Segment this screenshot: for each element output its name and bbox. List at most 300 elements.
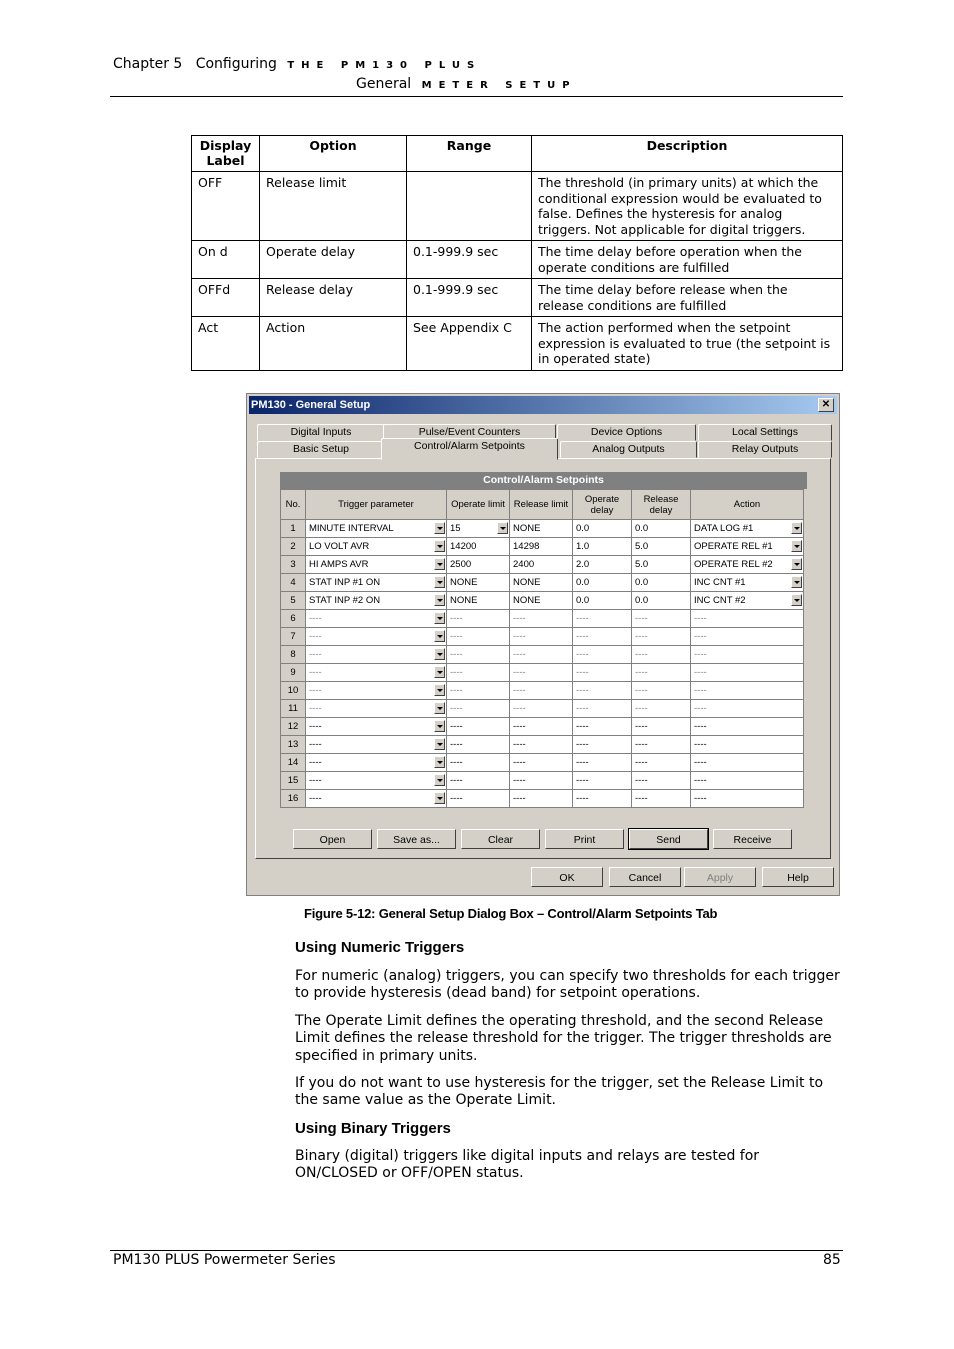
row-number (281, 592, 306, 610)
action-cell-text: OPERATE REL #2 (694, 559, 773, 570)
row-number-text: 3 (290, 559, 296, 570)
chevron-down-icon[interactable] (791, 522, 802, 534)
operate-delay-cell-text: ---- (576, 757, 589, 768)
operate-delay-cell[interactable] (573, 628, 632, 646)
operate-limit-cell[interactable] (447, 646, 510, 664)
trigger-parameter-cell[interactable] (306, 664, 447, 682)
release-limit-cell[interactable] (510, 538, 573, 556)
trigger-parameter-cell[interactable] (306, 610, 447, 628)
release-limit-cell[interactable] (510, 646, 573, 664)
release-delay-cell[interactable] (632, 592, 691, 610)
action-cell-text: OPERATE REL #1 (694, 541, 773, 552)
row-number (281, 538, 306, 556)
options-cell: Release limit (260, 172, 407, 241)
row-number-text: 14 (287, 757, 299, 768)
options-cell: OFFd (192, 279, 260, 317)
paragraph: The Operate Limit defines the operating threshold, and the second Release Limit defines the release threshold for the trigger. The trigger thresholds are specified in primary units. (295, 1013, 832, 1064)
options-cell: 0.1-999.9 sec (407, 241, 532, 279)
row-number (281, 772, 306, 790)
release-limit-cell[interactable] (510, 682, 573, 700)
action-cell[interactable] (691, 538, 804, 556)
operate-limit-cell[interactable] (447, 718, 510, 736)
operate-delay-cell-text: ---- (576, 793, 589, 804)
chevron-down-icon[interactable] (434, 702, 445, 714)
release-limit-cell[interactable] (510, 772, 573, 790)
col-header: Range (407, 136, 532, 172)
options-cell: The time delay before operation when the operate conditions are fulfilled (532, 241, 843, 279)
table-row (281, 772, 804, 790)
operate-delay-cell-text: ---- (576, 775, 589, 786)
table-row (281, 700, 804, 718)
send-button[interactable]: Send (629, 829, 708, 849)
grid-column-header: Operate delay (573, 490, 632, 520)
release-limit-cell[interactable] (510, 718, 573, 736)
row-number-text: 2 (290, 541, 296, 552)
action-cell[interactable] (691, 682, 804, 700)
release-limit-cell-text: 14298 (513, 541, 540, 552)
row-number-text: 6 (290, 613, 296, 624)
chevron-down-icon[interactable] (791, 576, 802, 588)
trigger-parameter-cell-text: ---- (309, 775, 322, 786)
release-delay-cell[interactable] (632, 700, 691, 718)
release-delay-cell[interactable] (632, 718, 691, 736)
table-row (281, 736, 804, 754)
chevron-down-icon[interactable] (434, 576, 445, 588)
action-cell[interactable] (691, 736, 804, 754)
options-cell: Action (260, 317, 407, 371)
operate-delay-cell[interactable] (573, 646, 632, 664)
release-limit-cell-text: ---- (513, 775, 526, 786)
release-limit-cell-text: ---- (513, 703, 526, 714)
action-cell[interactable] (691, 520, 804, 538)
action-cell[interactable] (691, 754, 804, 772)
release-limit-cell[interactable] (510, 664, 573, 682)
trigger-parameter-cell-text: ---- (309, 703, 322, 714)
release-delay-cell[interactable] (632, 736, 691, 754)
release-delay-cell[interactable] (632, 664, 691, 682)
cancel-button[interactable]: Cancel (609, 867, 681, 887)
table-row (281, 538, 804, 556)
operate-limit-cell-text: 14200 (450, 541, 477, 552)
operate-limit-cell-text: ---- (450, 631, 463, 642)
operate-limit-cell-text: ---- (450, 703, 463, 714)
release-limit-cell-text: NONE (513, 595, 541, 606)
section-heading: Using Binary Triggers (295, 1120, 451, 1137)
row-number-text: 9 (290, 667, 296, 678)
trigger-parameter-cell-text: STAT INP #2 ON (309, 595, 381, 606)
tab-local-settings[interactable]: Local Settings (698, 424, 832, 441)
tab-basic-setup[interactable]: Basic Setup (257, 441, 385, 458)
options-table (191, 135, 843, 371)
operate-delay-cell[interactable] (573, 664, 632, 682)
section-label: Configuring (195, 56, 277, 72)
chevron-down-icon[interactable] (434, 666, 445, 678)
row-number-text: 16 (287, 793, 299, 804)
release-limit-cell-text: 2400 (513, 559, 535, 570)
operate-limit-cell[interactable] (447, 736, 510, 754)
trigger-parameter-cell[interactable] (306, 574, 447, 592)
trigger-parameter-cell-text: MINUTE INTERVAL (309, 523, 394, 534)
footer-rule (110, 1250, 843, 1251)
trigger-parameter-cell[interactable] (306, 520, 447, 538)
options-cell: The threshold (in primary units) at which the conditional expression would be evaluated to false. Defines the hysteresis for analog triggers. Not applicable for digital triggers. (532, 172, 843, 241)
release-limit-cell[interactable] (510, 592, 573, 610)
operate-limit-cell-text: ---- (450, 793, 463, 804)
options-cell: Operate delay (260, 241, 407, 279)
release-limit-cell-text: ---- (513, 685, 526, 696)
row-number (281, 664, 306, 682)
row-number (281, 556, 306, 574)
action-cell-text: ---- (694, 613, 707, 624)
release-delay-cell-text: 5.0 (635, 541, 649, 552)
release-limit-cell[interactable] (510, 556, 573, 574)
chevron-down-icon[interactable] (434, 756, 445, 768)
row-number-text: 5 (290, 595, 296, 606)
chevron-down-icon[interactable] (497, 522, 508, 534)
operate-limit-cell[interactable] (447, 754, 510, 772)
trigger-parameter-cell[interactable] (306, 592, 447, 610)
help-button[interactable]: Help (762, 867, 834, 887)
release-delay-cell-text: ---- (635, 667, 648, 678)
release-limit-cell-text: ---- (513, 649, 526, 660)
operate-delay-cell[interactable] (573, 754, 632, 772)
action-cell-text: DATA LOG #1 (694, 523, 754, 534)
action-cell-text: ---- (694, 667, 707, 678)
release-delay-cell-text: ---- (635, 703, 648, 714)
chevron-down-icon[interactable] (791, 558, 802, 570)
trigger-parameter-cell[interactable] (306, 700, 447, 718)
options-row (192, 317, 843, 371)
action-cell-text: ---- (694, 757, 707, 768)
sub-label: General (356, 76, 412, 92)
action-cell-text: INC CNT #2 (694, 595, 746, 606)
operate-delay-cell[interactable] (573, 520, 632, 538)
release-delay-cell-text: ---- (635, 649, 648, 660)
release-delay-cell-text: ---- (635, 685, 648, 696)
general-setup-dialog (246, 393, 840, 896)
chevron-down-icon[interactable] (434, 540, 445, 552)
release-delay-cell-text: 0.0 (635, 577, 649, 588)
table-row (281, 754, 804, 772)
action-cell[interactable] (691, 646, 804, 664)
tab-pulse-event-counters[interactable]: Pulse/Event Counters (383, 424, 556, 441)
open-button[interactable]: Open (293, 829, 372, 849)
trigger-parameter-cell[interactable] (306, 646, 447, 664)
options-row (192, 241, 843, 279)
trigger-parameter-cell-text: ---- (309, 685, 322, 696)
operate-limit-cell-text: ---- (450, 739, 463, 750)
release-limit-cell[interactable] (510, 610, 573, 628)
release-delay-cell-text: ---- (635, 757, 648, 768)
release-limit-cell[interactable] (510, 736, 573, 754)
chevron-down-icon[interactable] (434, 630, 445, 642)
operate-limit-cell-text: 2500 (450, 559, 472, 570)
row-number (281, 682, 306, 700)
operate-delay-cell-text: 2.0 (576, 559, 590, 570)
operate-delay-cell[interactable] (573, 574, 632, 592)
print-button[interactable]: Print (545, 829, 624, 849)
operate-limit-cell-text: NONE (450, 595, 478, 606)
operate-delay-cell[interactable] (573, 736, 632, 754)
action-cell[interactable] (691, 700, 804, 718)
operate-delay-cell-text: ---- (576, 649, 589, 660)
chevron-down-icon[interactable] (434, 594, 445, 606)
action-cell-text: ---- (694, 793, 707, 804)
action-cell[interactable] (691, 574, 804, 592)
release-delay-cell[interactable] (632, 556, 691, 574)
chevron-down-icon[interactable] (791, 594, 802, 606)
options-cell: On d (192, 241, 260, 279)
grid-column-header: Release limit (510, 490, 573, 520)
action-cell[interactable] (691, 790, 804, 808)
grid-column-header: No. (281, 490, 306, 520)
action-cell-text: ---- (694, 703, 707, 714)
operate-delay-cell[interactable] (573, 592, 632, 610)
trigger-parameter-cell-text: ---- (309, 649, 322, 660)
release-limit-cell-text: ---- (513, 757, 526, 768)
operate-limit-cell-text: ---- (450, 685, 463, 696)
trigger-parameter-cell[interactable] (306, 754, 447, 772)
operate-delay-cell[interactable] (573, 538, 632, 556)
operate-limit-cell[interactable] (447, 700, 510, 718)
release-limit-cell-text: ---- (513, 793, 526, 804)
section-heading: Using Numeric Triggers (295, 939, 465, 956)
table-row (281, 574, 804, 592)
chevron-down-icon[interactable] (434, 774, 445, 786)
release-delay-cell-text: 0.0 (635, 523, 649, 534)
row-number (281, 610, 306, 628)
trigger-parameter-cell[interactable] (306, 682, 447, 700)
operate-delay-cell[interactable] (573, 556, 632, 574)
action-cell-text: ---- (694, 775, 707, 786)
save-as-button[interactable]: Save as... (377, 829, 456, 849)
release-limit-cell-text: ---- (513, 721, 526, 732)
release-limit-cell-text: NONE (513, 577, 541, 588)
operate-limit-cell[interactable] (447, 574, 510, 592)
operate-limit-cell-text: ---- (450, 757, 463, 768)
operate-limit-cell[interactable] (447, 664, 510, 682)
row-number (281, 646, 306, 664)
row-number (281, 520, 306, 538)
operate-delay-cell[interactable] (573, 682, 632, 700)
trigger-parameter-cell[interactable] (306, 736, 447, 754)
operate-delay-cell-text: ---- (576, 667, 589, 678)
operate-delay-cell-text: ---- (576, 721, 589, 732)
operate-limit-cell[interactable] (447, 520, 510, 538)
trigger-parameter-cell-text: ---- (309, 721, 322, 732)
operate-limit-cell[interactable] (447, 538, 510, 556)
row-number-text: 13 (287, 739, 299, 750)
paragraph: For numeric (analog) triggers, you can specify two thresholds for each trigger to provide hysteresis (dead band) for setpoint operations. (295, 968, 840, 1002)
tab-relay-outputs[interactable]: Relay Outputs (698, 441, 832, 458)
operate-delay-cell-text: 0.0 (576, 577, 590, 588)
tab-control-alarm-setpoints[interactable]: Control/Alarm Setpoints (381, 438, 558, 460)
action-cell[interactable] (691, 718, 804, 736)
operate-limit-cell-text: ---- (450, 667, 463, 678)
table-row (281, 718, 804, 736)
trigger-parameter-cell-text: ---- (309, 739, 322, 750)
row-number-text: 11 (288, 703, 298, 714)
operate-delay-cell[interactable] (573, 700, 632, 718)
row-number-text: 7 (290, 631, 296, 642)
release-delay-cell-text: ---- (635, 775, 648, 786)
operate-delay-cell-text: ---- (576, 631, 589, 642)
release-limit-cell-text: ---- (513, 631, 526, 642)
chevron-down-icon[interactable] (434, 522, 445, 534)
release-delay-cell-text: ---- (635, 613, 648, 624)
operate-delay-cell[interactable] (573, 610, 632, 628)
action-cell-text: ---- (694, 685, 707, 696)
operate-limit-cell-text: 15 (450, 523, 461, 534)
operate-delay-cell[interactable] (573, 790, 632, 808)
trigger-parameter-cell[interactable] (306, 772, 447, 790)
release-delay-cell[interactable] (632, 520, 691, 538)
col-header: Option (260, 136, 407, 172)
chevron-down-icon[interactable] (434, 792, 445, 804)
operate-limit-cell[interactable] (447, 610, 510, 628)
action-cell[interactable] (691, 664, 804, 682)
options-cell: OFF (192, 172, 260, 241)
chapter-label: Chapter 5 (113, 56, 183, 72)
options-row (192, 279, 843, 317)
release-delay-cell[interactable] (632, 772, 691, 790)
trigger-parameter-cell-text: ---- (309, 613, 322, 624)
options-cell: Release delay (260, 279, 407, 317)
operate-limit-cell[interactable] (447, 628, 510, 646)
clear-button[interactable]: Clear (461, 829, 540, 849)
options-cell: 0.1-999.9 sec (407, 279, 532, 317)
row-number-text: 10 (287, 685, 299, 696)
footer-title: PM130 PLUS Powermeter Series (113, 1252, 336, 1268)
operate-limit-cell[interactable] (447, 790, 510, 808)
release-delay-cell-text: ---- (635, 631, 648, 642)
release-limit-cell[interactable] (510, 520, 573, 538)
operate-limit-cell[interactable] (447, 556, 510, 574)
operate-delay-cell-text: 1.0 (576, 541, 590, 552)
row-number (281, 700, 306, 718)
action-cell[interactable] (691, 628, 804, 646)
operate-delay-cell-text: 0.0 (576, 523, 590, 534)
row-number-text: 4 (290, 577, 296, 588)
operate-delay-cell[interactable] (573, 772, 632, 790)
close-icon[interactable]: ✕ (818, 398, 834, 412)
release-limit-cell[interactable] (510, 790, 573, 808)
release-delay-cell[interactable] (632, 646, 691, 664)
tab-digital-inputs[interactable]: Digital Inputs (257, 424, 385, 441)
grid-column-header: Trigger parameter (306, 490, 447, 520)
tab-device-options[interactable]: Device Options (557, 424, 696, 441)
trigger-parameter-cell-text: ---- (309, 757, 322, 768)
page-number: 85 (823, 1252, 841, 1268)
release-limit-cell-text: ---- (513, 739, 526, 750)
release-delay-cell[interactable] (632, 790, 691, 808)
options-cell: The action performed when the setpoint expression is evaluated to true (the setpoint is in operated state) (532, 317, 843, 371)
paragraph: Binary (digital) triggers like digital inputs and relays are tested for ON/CLOSED or OFF/OPEN status. (295, 1148, 760, 1182)
release-delay-cell[interactable] (632, 682, 691, 700)
release-delay-cell[interactable] (632, 628, 691, 646)
operate-limit-cell-text: ---- (450, 775, 463, 786)
release-delay-cell[interactable] (632, 610, 691, 628)
release-limit-cell-text: ---- (513, 667, 526, 678)
receive-button[interactable]: Receive (713, 829, 792, 849)
trigger-parameter-cell[interactable] (306, 718, 447, 736)
action-cell[interactable] (691, 556, 804, 574)
operate-delay-cell-text: ---- (576, 703, 589, 714)
release-delay-cell[interactable] (632, 754, 691, 772)
operate-delay-cell-text: ---- (576, 613, 589, 624)
chevron-down-icon[interactable] (434, 738, 445, 750)
table-row (281, 664, 804, 682)
table-row (281, 556, 804, 574)
trigger-parameter-cell[interactable] (306, 790, 447, 808)
chevron-down-icon[interactable] (434, 612, 445, 624)
header-rule (110, 96, 843, 97)
tab-analog-outputs[interactable]: Analog Outputs (560, 441, 697, 458)
chevron-down-icon[interactable] (434, 684, 445, 696)
operate-limit-cell[interactable] (447, 772, 510, 790)
release-limit-cell[interactable] (510, 754, 573, 772)
row-number (281, 628, 306, 646)
row-number (281, 754, 306, 772)
grid-title: Control/Alarm Setpoints (280, 472, 807, 489)
release-limit-cell[interactable] (510, 574, 573, 592)
release-limit-cell[interactable] (510, 700, 573, 718)
action-cell[interactable] (691, 592, 804, 610)
release-delay-cell-text: 0.0 (635, 595, 649, 606)
operate-delay-cell[interactable] (573, 718, 632, 736)
trigger-parameter-cell[interactable] (306, 556, 447, 574)
trigger-parameter-cell[interactable] (306, 628, 447, 646)
chevron-down-icon[interactable] (434, 648, 445, 660)
paragraph: If you do not want to use hysteresis for the trigger, set the Release Limit to the same value as the Operate Limit. (295, 1075, 824, 1109)
sub-caps: METER SETUP (421, 80, 577, 91)
grid-column-header: Action (691, 490, 804, 520)
options-cell: See Appendix C (407, 317, 532, 371)
chevron-down-icon[interactable] (434, 558, 445, 570)
operate-delay-cell-text: 0.0 (576, 595, 590, 606)
chevron-down-icon[interactable] (434, 720, 445, 732)
release-delay-cell[interactable] (632, 538, 691, 556)
operate-limit-cell[interactable] (447, 592, 510, 610)
table-row (281, 790, 804, 808)
release-delay-cell[interactable] (632, 574, 691, 592)
row-number-text: 12 (287, 721, 299, 732)
table-row (281, 628, 804, 646)
release-delay-cell-text: ---- (635, 793, 648, 804)
dialog-titlebar (249, 396, 837, 414)
action-cell[interactable] (691, 610, 804, 628)
action-cell-text: ---- (694, 649, 707, 660)
options-cell: Act (192, 317, 260, 371)
chevron-down-icon[interactable] (791, 540, 802, 552)
table-row (281, 592, 804, 610)
trigger-parameter-cell[interactable] (306, 538, 447, 556)
operate-limit-cell-text: ---- (450, 721, 463, 732)
action-cell-text: INC CNT #1 (694, 577, 746, 588)
options-cell: The time delay before release when the release conditions are fulfilled (532, 279, 843, 317)
ok-button[interactable]: OK (531, 867, 603, 887)
table-row (281, 646, 804, 664)
action-cell[interactable] (691, 772, 804, 790)
action-cell-text: ---- (694, 739, 707, 750)
operate-delay-cell-text: ---- (576, 685, 589, 696)
operate-limit-cell[interactable] (447, 682, 510, 700)
release-limit-cell[interactable] (510, 628, 573, 646)
grid-column-header: Operate limit (447, 490, 510, 520)
trigger-parameter-cell-text: HI AMPS AVR (309, 559, 369, 570)
action-cell-text: ---- (694, 631, 707, 642)
apply-button[interactable]: Apply (684, 867, 756, 887)
